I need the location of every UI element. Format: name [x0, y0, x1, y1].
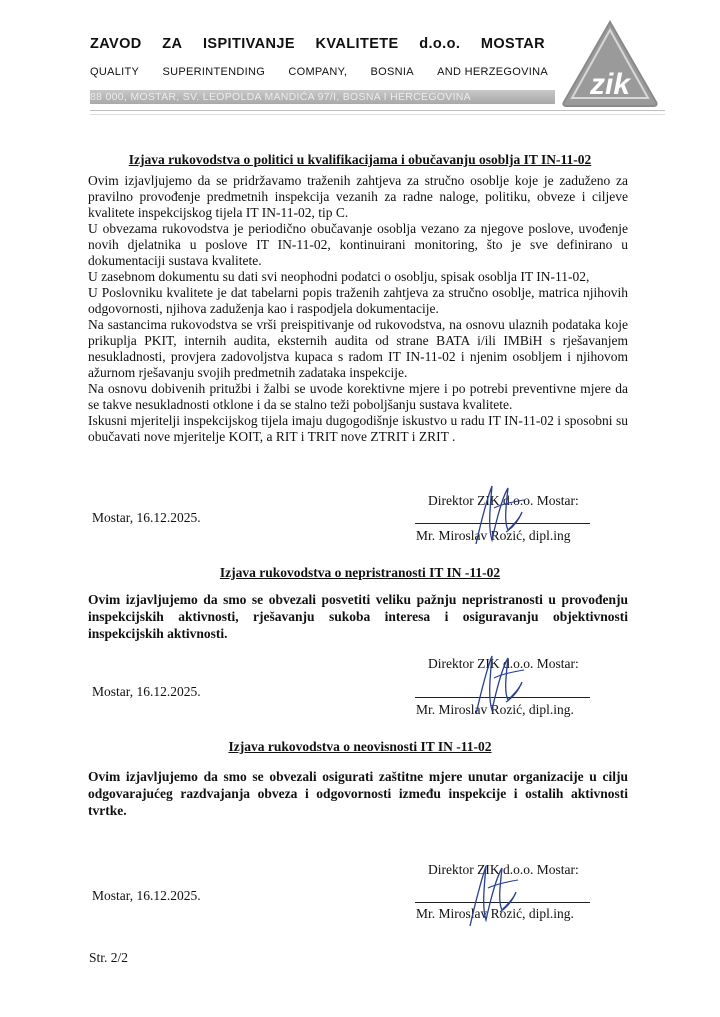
company-subtitle: QUALITY SUPERINTENDING COMPANY, BOSNIA AND HERZEGOVINA	[90, 66, 548, 78]
address-band: 88 000, MOSTAR, SV. LEOPOLDA MANDIĆA 97/I, BOSNA I HERCEGOVINA	[90, 90, 555, 104]
signer-title: Direktor ZIK d.o.o. Mostar:	[428, 862, 579, 877]
signer-title: Direktor ZIK d.o.o. Mostar:	[428, 493, 579, 508]
signature-icon	[458, 858, 538, 928]
paragraph: Na osnovu dobivenih pritužbi i žalbi se uvode korektivne mjere i po potrebi preventivne mjere da se takve nesukladnosti otklone i da se stalno teži poboljšanju sustava kvalitete.	[88, 381, 628, 412]
signature-icon	[462, 648, 542, 718]
paragraph: U zasebnom dokumentu su dati svi neophodni podatci o osoblju, spisak osoblja IT IN-11-02,	[88, 269, 590, 284]
date: Mostar, 16.12.2025.	[92, 684, 201, 699]
paragraph: U Poslovniku kvalitete je dat tabelarni popis traženih zahtjeva za stručno osoblje, matrica njihovih odgovornosti, njihova zaduženja kao i raspodjela dokumentacije.	[88, 285, 628, 316]
signer-title: Direktor ZIK d.o.o. Mostar:	[428, 656, 579, 671]
signer-name: Mr. Miroslav Rozić, dipl.ing.	[416, 906, 574, 921]
header-rule	[90, 114, 665, 115]
paragraph: Ovim izjavljujemo da se pridržavamo traženih zahtjeva za stručno osoblje koje je zaduženo za pravilno provođenje predmetnih inspekcija vezanih za radne naloge, politiku, obveze i ciljeve kvalitete inspekcijskog tijela IT IN-11-02, tip C.	[88, 173, 628, 220]
section-title-qualifications: Izjava rukovodstva o politici u kvalifikacijama i obučavanju osoblja IT IN-11-02	[128, 152, 592, 167]
paragraph: U obvezama rukovodstva je periodično obučavanje osoblja vezano za njegove poslove, uvođenje novih djelatnika u poslove IT IN-11-02, kontinuirani monitoring, što je sve definirano u dokumentaciji sustava kvalitete.	[88, 221, 628, 268]
letterhead	[90, 30, 631, 120]
zik-logo-icon	[560, 18, 660, 110]
signer-name: Mr. Miroslav Rozić, dipl.ing	[416, 528, 571, 543]
date: Mostar, 16.12.2025.	[92, 510, 201, 525]
header-rule	[90, 110, 665, 111]
section-title-impartiality: Izjava rukovodstva o nepristranosti IT IN -11-02	[219, 565, 501, 580]
company-name: ZAVOD ZA ISPITIVANJE KVALITETE d.o.o. MOSTAR	[90, 36, 545, 52]
independence-statement: Ovim izjavljujemo da smo se obvezali osigurati zaštitne mjere unutar organizacije u cilju odgovarajućeg razdvajanja obveza i odgovornosti između inspekcije i ostalih aktivnosti tvrtke.	[88, 769, 628, 818]
signature-icon	[462, 478, 542, 548]
paragraph: Na sastancima rukovodstva se vrši preispitivanje od rukovodstva, na osnovu ulaznih podataka koje prikuplja PKIT, internih audita, eksternih audita od strane BATA i/ili IMBiH s rješavanjem nesukladnosti, provjera zadovoljstva kupaca s radom IT IN-11-02 i njenim osobljem i njihovom ažurnom rješavanju svojih predmetnih zadataka inspekcije.	[88, 317, 628, 380]
svg-text:zik: zik	[589, 68, 631, 101]
signer-name: Mr. Miroslav Rozić, dipl.ing.	[416, 702, 574, 717]
paragraph: Iskusni mjeritelji inspekcijskog tijela imaju dugogodišnje iskustvo u radu IT IN-11-02 i sposobni su obučavati nove mjeritelje KOIT, a RIT i TRIT nove ZTRIT i ZRIT .	[88, 413, 628, 444]
date: Mostar, 16.12.2025.	[92, 888, 201, 903]
impartiality-statement: Ovim izjavljujemo da smo se obvezali posvetiti veliku pažnju nepristranosti u provođenju inspekcijskih aktivnosti, rješavanju sukoba interesa i osiguravanju objektivnosti inspekcijskih aktivnosti.	[88, 592, 628, 641]
section-title-independence: Izjava rukovodstva o neovisnosti IT IN -11-02	[228, 739, 492, 754]
page-number: Str. 2/2	[89, 950, 129, 965]
qualifications-body	[88, 173, 628, 445]
